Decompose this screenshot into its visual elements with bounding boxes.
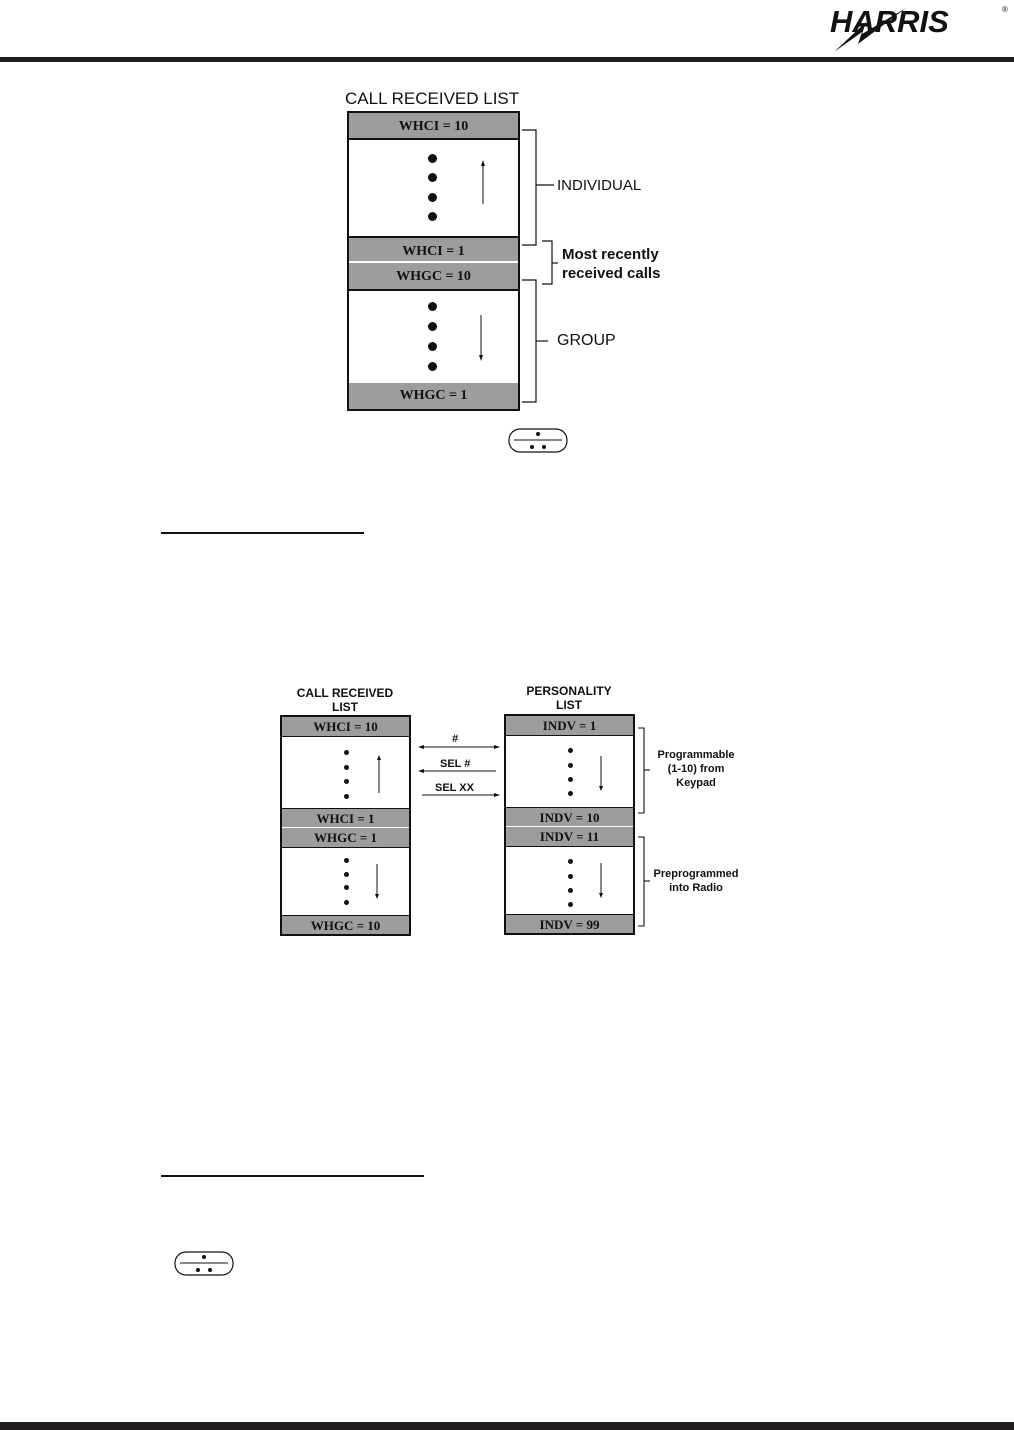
ellipsis-dot [428, 322, 437, 331]
preprogrammed-label [646, 867, 746, 895]
header-rule [0, 57, 1014, 62]
ellipsis-dot [344, 872, 349, 877]
list-row-indv-99: INDV = 99 [506, 914, 633, 933]
label-line: Preprogrammed [653, 868, 739, 880]
personality-list-box [504, 714, 635, 935]
programmable-panel [506, 736, 633, 807]
ellipsis-dot [428, 154, 437, 163]
label-line: Keypad [676, 777, 716, 789]
list-row-whgc-1: WHGC = 1 [282, 828, 409, 848]
ellipsis-dot [344, 779, 349, 784]
down-arrow-icon [596, 754, 606, 792]
ellipsis-dot [428, 362, 437, 371]
hash-arrow-label: # [452, 733, 459, 745]
list-row-indv-1: INDV = 1 [506, 716, 633, 736]
ellipsis-dot [344, 858, 349, 863]
label-line: (1-10) from [667, 763, 725, 775]
title-line: LIST [556, 698, 582, 712]
ellipsis-dot [428, 302, 437, 311]
ellipsis-dot [428, 173, 437, 182]
list-row-whgc-1: WHGC = 1 [349, 383, 518, 409]
up-arrow-icon [374, 755, 384, 795]
list-row-whci-10: WHCI = 10 [282, 717, 409, 737]
ellipsis-dot [344, 900, 349, 905]
label-line: into Radio [669, 882, 723, 894]
individual-label: INDIVIDUAL [557, 177, 642, 194]
list-row-whgc-10: WHGC = 10 [282, 915, 409, 934]
ellipsis-dot [344, 794, 349, 799]
label-line: Programmable [657, 749, 735, 761]
ellipsis-dot [568, 859, 573, 864]
figure1-title: CALL RECEIVED LIST [345, 89, 520, 108]
registered-mark: ® [1002, 5, 1008, 14]
up-arrow-icon [477, 160, 489, 206]
ellipsis-dot [568, 763, 573, 768]
programmable-label [646, 748, 746, 790]
ellipsis-dot [568, 874, 573, 879]
ellipsis-dot [568, 791, 573, 796]
ellipsis-dot [568, 777, 573, 782]
title-line: PERSONALITY [526, 684, 612, 698]
group-panel [282, 848, 409, 915]
down-arrow-icon [596, 861, 606, 899]
heading-underline [161, 532, 364, 534]
ellipsis-dot [428, 212, 437, 221]
list-row-whgc-10: WHGC = 10 [349, 263, 518, 291]
down-arrow-icon [475, 313, 487, 361]
sel-xx-arrow-label: SEL XX [435, 782, 474, 794]
sel-hash-arrow-label: SEL # [440, 758, 471, 770]
brand-text: HARRIS [830, 4, 949, 39]
ellipsis-dot [428, 193, 437, 202]
call-received-list-box [347, 111, 520, 411]
group-panel [349, 291, 518, 383]
received-calls-label: received calls [562, 265, 661, 282]
harris-logo [826, 2, 1010, 54]
call-received-list-box [280, 715, 411, 936]
call-received-list-title [280, 686, 410, 714]
most-recently-label: Most recently [562, 246, 659, 263]
down-arrow-icon [372, 862, 382, 900]
ellipsis-dot [344, 750, 349, 755]
footer-rule [0, 1422, 1014, 1430]
list-row-indv-11: INDV = 11 [506, 827, 633, 847]
title-line: LIST [332, 700, 358, 714]
ellipsis-dot [568, 748, 573, 753]
individual-panel [282, 737, 409, 808]
menu-key-icon [508, 428, 568, 454]
harris-logo-graphic [826, 2, 1010, 54]
ellipsis-dot [568, 902, 573, 907]
group-label: GROUP [557, 332, 616, 349]
menu-key-icon [174, 1251, 234, 1277]
personality-list-title [504, 684, 634, 712]
list-row-indv-10: INDV = 10 [506, 807, 633, 827]
ellipsis-dot [428, 342, 437, 351]
title-line: CALL RECEIVED [296, 686, 394, 700]
ellipsis-dot [344, 885, 349, 890]
list-row-whci-1: WHCI = 1 [282, 808, 409, 828]
ellipsis-dot [568, 888, 573, 893]
list-row-whci-1: WHCI = 1 [349, 236, 518, 263]
individual-panel [349, 140, 518, 236]
list-row-whci-10: WHCI = 10 [349, 113, 518, 140]
ellipsis-dot [344, 765, 349, 770]
heading-underline [161, 1175, 424, 1177]
preprogrammed-panel [506, 847, 633, 914]
